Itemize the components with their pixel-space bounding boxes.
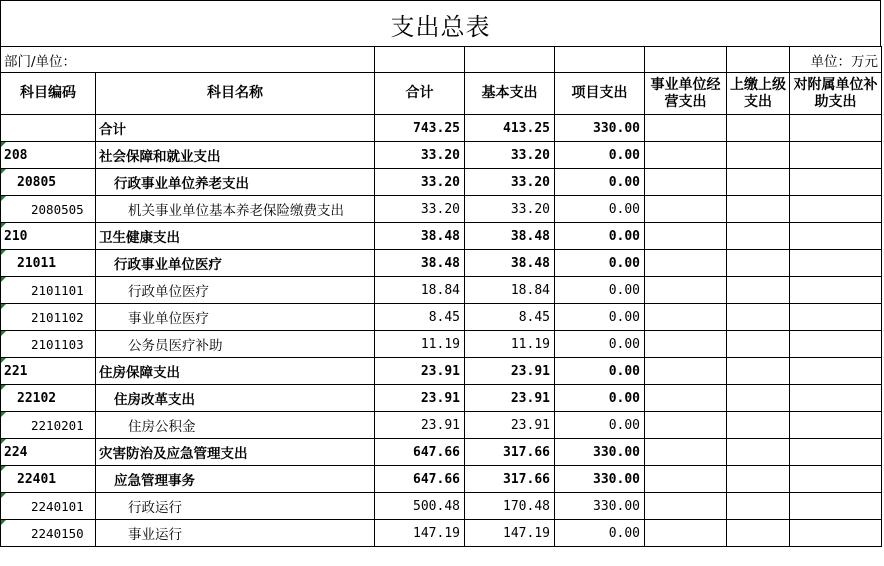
name-cell[interactable]: 住房改革支出 — [96, 385, 375, 412]
upper-cell[interactable] — [727, 520, 790, 547]
name-cell[interactable]: 事业单位医疗 — [96, 304, 375, 331]
total-cell[interactable]: 23.91 — [375, 358, 465, 385]
header-project[interactable]: 项目支出 — [555, 73, 645, 115]
basic-cell[interactable]: 170.48 — [465, 493, 555, 520]
subsidy-cell[interactable] — [790, 466, 882, 493]
name-cell[interactable]: 应急管理事务 — [96, 466, 375, 493]
total-cell[interactable]: 647.66 — [375, 466, 465, 493]
upper-cell[interactable] — [727, 331, 790, 358]
basic-cell[interactable]: 23.91 — [465, 358, 555, 385]
basic-cell[interactable]: 413.25 — [465, 115, 555, 142]
code-cell[interactable]: 224 — [1, 439, 96, 466]
subsidy-cell[interactable] — [790, 331, 882, 358]
code-cell[interactable]: 2080505 — [1, 196, 96, 223]
business-cell[interactable] — [645, 169, 727, 196]
upper-cell[interactable] — [727, 466, 790, 493]
table-row — [1, 412, 882, 439]
basic-cell[interactable]: 317.66 — [465, 439, 555, 466]
total-cell[interactable]: 11.19 — [375, 331, 465, 358]
business-cell[interactable] — [645, 142, 727, 169]
upper-cell[interactable] — [727, 385, 790, 412]
business-cell[interactable] — [645, 358, 727, 385]
business-cell[interactable] — [645, 466, 727, 493]
basic-cell[interactable]: 18.84 — [465, 277, 555, 304]
basic-cell[interactable]: 33.20 — [465, 196, 555, 223]
dept-label[interactable]: 部门/单位： — [1, 47, 375, 73]
subsidy-cell[interactable] — [790, 493, 882, 520]
subsidy-cell[interactable] — [790, 439, 882, 466]
total-cell[interactable]: 743.25 — [375, 115, 465, 142]
business-cell[interactable] — [645, 196, 727, 223]
upper-cell[interactable] — [727, 412, 790, 439]
upper-cell[interactable] — [727, 223, 790, 250]
basic-cell[interactable]: 147.19 — [465, 520, 555, 547]
subsidy-cell[interactable] — [790, 223, 882, 250]
project-cell[interactable]: 330.00 — [555, 493, 645, 520]
table-row — [1, 439, 882, 466]
business-cell[interactable] — [645, 439, 727, 466]
total-cell[interactable]: 147.19 — [375, 520, 465, 547]
subsidy-cell[interactable] — [790, 412, 882, 439]
upper-cell[interactable] — [727, 169, 790, 196]
project-cell[interactable]: 330.00 — [555, 466, 645, 493]
business-cell[interactable] — [645, 385, 727, 412]
project-cell[interactable]: 0.00 — [555, 520, 645, 547]
code-cell[interactable]: 2240101 — [1, 493, 96, 520]
table-row — [1, 520, 882, 547]
table-row — [1, 250, 882, 277]
basic-cell[interactable]: 8.45 — [465, 304, 555, 331]
name-cell[interactable]: 合计 — [96, 115, 375, 142]
name-cell[interactable]: 住房公积金 — [96, 412, 375, 439]
business-cell[interactable] — [645, 331, 727, 358]
table-row — [1, 466, 882, 493]
upper-cell[interactable] — [727, 196, 790, 223]
upper-cell[interactable] — [727, 277, 790, 304]
name-cell[interactable]: 事业运行 — [96, 520, 375, 547]
code-cell[interactable]: 221 — [1, 358, 96, 385]
meta-cell[interactable] — [645, 47, 727, 73]
basic-cell[interactable]: 317.66 — [465, 466, 555, 493]
code-cell[interactable]: 2240150 — [1, 520, 96, 547]
upper-cell[interactable] — [727, 493, 790, 520]
project-cell[interactable]: 0.00 — [555, 250, 645, 277]
name-cell[interactable]: 行政事业单位医疗 — [96, 250, 375, 277]
project-cell[interactable]: 0.00 — [555, 169, 645, 196]
total-cell[interactable]: 38.48 — [375, 250, 465, 277]
subsidy-cell[interactable] — [790, 358, 882, 385]
basic-cell[interactable]: 33.20 — [465, 142, 555, 169]
code-cell[interactable]: 21011 — [1, 250, 96, 277]
meta-cell[interactable] — [555, 47, 645, 73]
total-cell[interactable]: 33.20 — [375, 142, 465, 169]
code-cell[interactable]: 22401 — [1, 466, 96, 493]
code-cell[interactable]: 20805 — [1, 169, 96, 196]
code-cell[interactable]: 210 — [1, 223, 96, 250]
table-row — [1, 196, 882, 223]
basic-cell[interactable]: 23.91 — [465, 385, 555, 412]
subsidy-cell[interactable] — [790, 520, 882, 547]
upper-cell[interactable] — [727, 142, 790, 169]
total-cell[interactable]: 647.66 — [375, 439, 465, 466]
table-title: 支出总表 — [0, 0, 881, 47]
project-cell[interactable]: 0.00 — [555, 196, 645, 223]
total-cell[interactable]: 33.20 — [375, 169, 465, 196]
header-business[interactable]: 事业单位经营支出 — [645, 73, 727, 115]
upper-cell[interactable] — [727, 250, 790, 277]
subsidy-cell[interactable] — [790, 196, 882, 223]
subsidy-cell[interactable] — [790, 304, 882, 331]
table-row — [1, 169, 882, 196]
business-cell[interactable] — [645, 304, 727, 331]
project-cell[interactable]: 0.00 — [555, 331, 645, 358]
header-upper[interactable]: 上缴上级支出 — [727, 73, 790, 115]
total-cell[interactable]: 23.91 — [375, 385, 465, 412]
table-row — [1, 493, 882, 520]
header-name[interactable]: 科目名称 — [96, 73, 375, 115]
upper-cell[interactable] — [727, 358, 790, 385]
business-cell[interactable] — [645, 223, 727, 250]
header-code[interactable]: 科目编码 — [1, 73, 96, 115]
total-cell[interactable]: 23.91 — [375, 412, 465, 439]
business-cell[interactable] — [645, 412, 727, 439]
total-cell[interactable]: 500.48 — [375, 493, 465, 520]
project-cell[interactable]: 330.00 — [555, 115, 645, 142]
total-cell[interactable]: 8.45 — [375, 304, 465, 331]
basic-cell[interactable]: 38.48 — [465, 250, 555, 277]
code-cell[interactable]: 2101103 — [1, 331, 96, 358]
project-cell[interactable]: 0.00 — [555, 385, 645, 412]
table-row — [1, 385, 882, 412]
code-cell[interactable]: 208 — [1, 142, 96, 169]
expenditure-table — [0, 46, 882, 547]
project-cell[interactable]: 0.00 — [555, 412, 645, 439]
business-cell[interactable] — [645, 115, 727, 142]
header-total[interactable]: 合计 — [375, 73, 465, 115]
name-cell[interactable]: 住房保障支出 — [96, 358, 375, 385]
code-cell[interactable]: 2101102 — [1, 304, 96, 331]
name-cell[interactable]: 公务员医疗补助 — [96, 331, 375, 358]
name-cell[interactable]: 行政运行 — [96, 493, 375, 520]
table-row — [1, 304, 882, 331]
basic-cell[interactable]: 33.20 — [465, 169, 555, 196]
name-cell[interactable]: 行政单位医疗 — [96, 277, 375, 304]
unit-label[interactable]: 单位：万元 — [790, 47, 882, 73]
project-cell[interactable]: 0.00 — [555, 304, 645, 331]
subsidy-cell[interactable] — [790, 385, 882, 412]
name-cell[interactable]: 社会保障和就业支出 — [96, 142, 375, 169]
table-row — [1, 358, 882, 385]
table-row — [1, 142, 882, 169]
meta-row — [1, 47, 882, 73]
basic-cell[interactable]: 38.48 — [465, 223, 555, 250]
meta-cell[interactable] — [465, 47, 555, 73]
meta-cell[interactable] — [375, 47, 465, 73]
header-subsidy[interactable]: 对附属单位补助支出 — [790, 73, 882, 115]
header-row — [1, 73, 882, 115]
subsidy-cell[interactable] — [790, 277, 882, 304]
subsidy-cell[interactable] — [790, 115, 882, 142]
table-row — [1, 277, 882, 304]
business-cell[interactable] — [645, 520, 727, 547]
total-cell[interactable]: 38.48 — [375, 223, 465, 250]
meta-cell[interactable] — [727, 47, 790, 73]
upper-cell[interactable] — [727, 115, 790, 142]
code-cell[interactable]: 2210201 — [1, 412, 96, 439]
project-cell[interactable]: 0.00 — [555, 277, 645, 304]
name-cell[interactable]: 行政事业单位养老支出 — [96, 169, 375, 196]
basic-cell[interactable]: 11.19 — [465, 331, 555, 358]
basic-cell[interactable]: 23.91 — [465, 412, 555, 439]
table-row — [1, 115, 882, 142]
name-cell[interactable]: 机关事业单位基本养老保险缴费支出 — [96, 196, 375, 223]
subsidy-cell[interactable] — [790, 142, 882, 169]
project-cell[interactable]: 0.00 — [555, 358, 645, 385]
table-row — [1, 223, 882, 250]
upper-cell[interactable] — [727, 439, 790, 466]
table-row — [1, 331, 882, 358]
code-cell[interactable]: 2101101 — [1, 277, 96, 304]
total-cell[interactable]: 33.20 — [375, 196, 465, 223]
name-cell[interactable]: 卫生健康支出 — [96, 223, 375, 250]
project-cell[interactable]: 330.00 — [555, 439, 645, 466]
business-cell[interactable] — [645, 277, 727, 304]
total-cell[interactable]: 18.84 — [375, 277, 465, 304]
business-cell[interactable] — [645, 250, 727, 277]
code-cell[interactable] — [1, 115, 96, 142]
name-cell[interactable]: 灾害防治及应急管理支出 — [96, 439, 375, 466]
upper-cell[interactable] — [727, 304, 790, 331]
subsidy-cell[interactable] — [790, 169, 882, 196]
subsidy-cell[interactable] — [790, 250, 882, 277]
project-cell[interactable]: 0.00 — [555, 223, 645, 250]
business-cell[interactable] — [645, 493, 727, 520]
project-cell[interactable]: 0.00 — [555, 142, 645, 169]
header-basic[interactable]: 基本支出 — [465, 73, 555, 115]
code-cell[interactable]: 22102 — [1, 385, 96, 412]
